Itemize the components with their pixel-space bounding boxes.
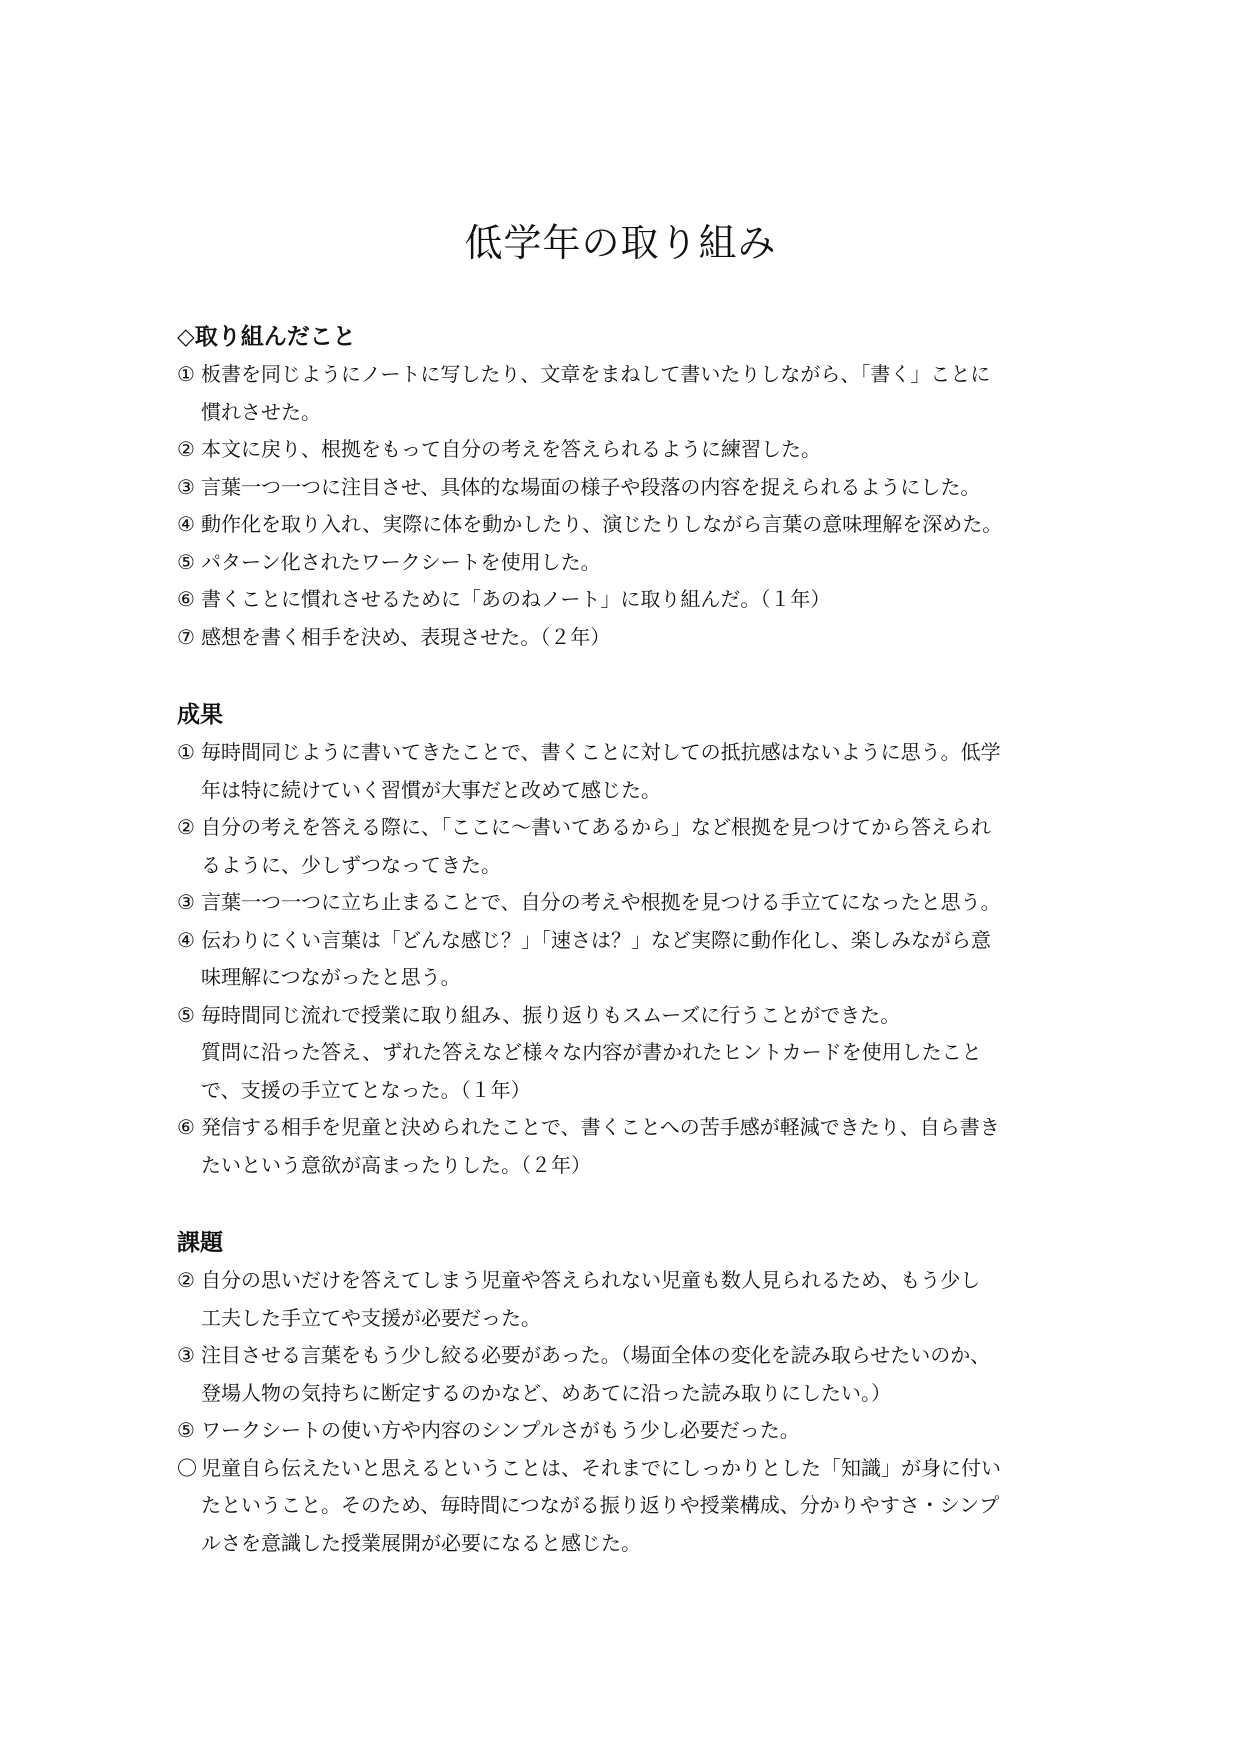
item-text: 自分の考えを答える際に、「ここに～書いてあるから」など根拠を見つけてから答えられ るように、少しずつなってきた。	[201, 815, 991, 877]
list-item	[177, 1450, 1077, 1563]
item-number: ④	[177, 512, 195, 536]
item-text: 発信する相手を児童と決められたことで、書くことへの苦手感が軽減できたり、自ら書き たいという意欲が高まったりした。（２年）	[201, 1115, 1000, 1177]
item-text: 言葉一つ一つに立ち止まることで、自分の考えや根拠を見つける手立てになったと思う。	[201, 890, 1001, 914]
item-number: ③	[177, 1343, 195, 1367]
item-text: 自分の思いだけを答えてしまう児童や答えられない児童も数人見られるため、もう少し 工夫した手立てや支援が必要だった。	[201, 1268, 981, 1330]
item-number: ②	[177, 1268, 195, 1292]
list-item	[177, 922, 1077, 997]
item-text: 伝わりにくい言葉は「どんな感じ？」「速さは？」など実際に動作化し、楽しみながら意 味理解につながったと思う。	[201, 927, 991, 989]
list-item	[177, 734, 1077, 809]
item-number: ⑥	[177, 1115, 195, 1139]
list-item	[177, 431, 1077, 469]
item-number: ①	[177, 362, 195, 386]
item-number: ④	[177, 927, 195, 952]
item-text: 注目させる言葉をもう少し絞る必要があった。（場面全体の変化を読み取らせたいのか、 登場人物の気持ちに断定するのかなど、めあてに沿った読み取りにしたい。）	[201, 1343, 991, 1405]
list-item	[177, 506, 1077, 544]
item-number: 〇	[177, 1455, 197, 1480]
section-heading: 成果	[177, 702, 223, 728]
section-issues	[177, 1224, 1077, 1562]
page-title: 低学年の取り組み	[464, 221, 777, 265]
list-item	[177, 356, 1077, 431]
list-item	[177, 619, 1077, 657]
item-text: 動作化を取り入れ、実際に体を動かしたり、演じたりしながら言葉の意味理解を深めた。	[201, 512, 1003, 536]
item-number: ③	[177, 890, 195, 914]
list-item	[177, 544, 1077, 582]
list-item	[177, 1412, 1077, 1450]
item-text: 感想を書く相手を決め、表現させた。（２年）	[201, 624, 611, 649]
section-heading: ◇取り組んだこと	[177, 324, 356, 350]
list-item	[177, 1337, 1077, 1412]
item-number: ⑤	[177, 1418, 195, 1442]
list-item	[177, 581, 1077, 619]
item-number: ②	[177, 815, 195, 839]
list-item	[177, 997, 1077, 1035]
item-number: ⑦	[177, 624, 195, 649]
item-text: 書くことに慣れさせるために「あのねノート」に取り組んだ。（１年）	[201, 587, 831, 611]
list-item	[177, 1109, 1077, 1184]
document-body	[177, 318, 1077, 1602]
item-text: 児童自ら伝えたいと思えるということは、それまでにしっかりとした「知識」が身に付い たということ。そのため、毎時間につながる振り返りや授業構成、分かりやすさ・シンプ ルさを意識した授業展開が必要になると感じた。	[201, 1455, 1001, 1555]
item-text: ワークシートの使い方や内容のシンプルさがもう少し必要だった。	[201, 1418, 800, 1442]
item-note: 質問に沿った答え、ずれた答えなど様々な内容が書かれたヒントカードを使用したこと で、支援の手立てとなった。（１年）	[201, 1040, 982, 1102]
list-item	[177, 809, 1077, 884]
item-text: 毎時間同じように書いてきたことで、書くことに対しての抵抗感はないように思う。低学 年は特に続けていく習慣が大事だと改めて感じた。	[201, 740, 1001, 802]
item-number: ⑤	[177, 1002, 195, 1027]
item-number: ②	[177, 437, 195, 461]
item-text: パターン化されたワークシートを使用した。	[201, 549, 601, 574]
section-heading: 課題	[177, 1230, 223, 1256]
list-item	[177, 1262, 1077, 1337]
item-text: 言葉一つ一つに注目させ、具体的な場面の様子や段落の内容を捉えられるようにした。	[201, 474, 981, 499]
list-item	[177, 884, 1077, 922]
section-results	[177, 696, 1077, 1184]
item-number: ⑤	[177, 549, 195, 574]
item-number: ①	[177, 740, 195, 764]
item-text: 本文に戻り、根拠をもって自分の考えを答えられるように練習した。	[201, 437, 821, 461]
section-efforts	[177, 318, 1077, 656]
item-text: 板書を同じようにノートに写したり、文章をまねして書いたりしながら、「書く」ことに 慣れさせた。	[201, 362, 991, 424]
item-number: ③	[177, 474, 195, 499]
item-number: ⑥	[177, 587, 195, 611]
item-text: 毎時間同じ流れで授業に取り組み、振り返りもスムーズに行うことができた。	[201, 1002, 901, 1027]
list-item	[177, 469, 1077, 507]
